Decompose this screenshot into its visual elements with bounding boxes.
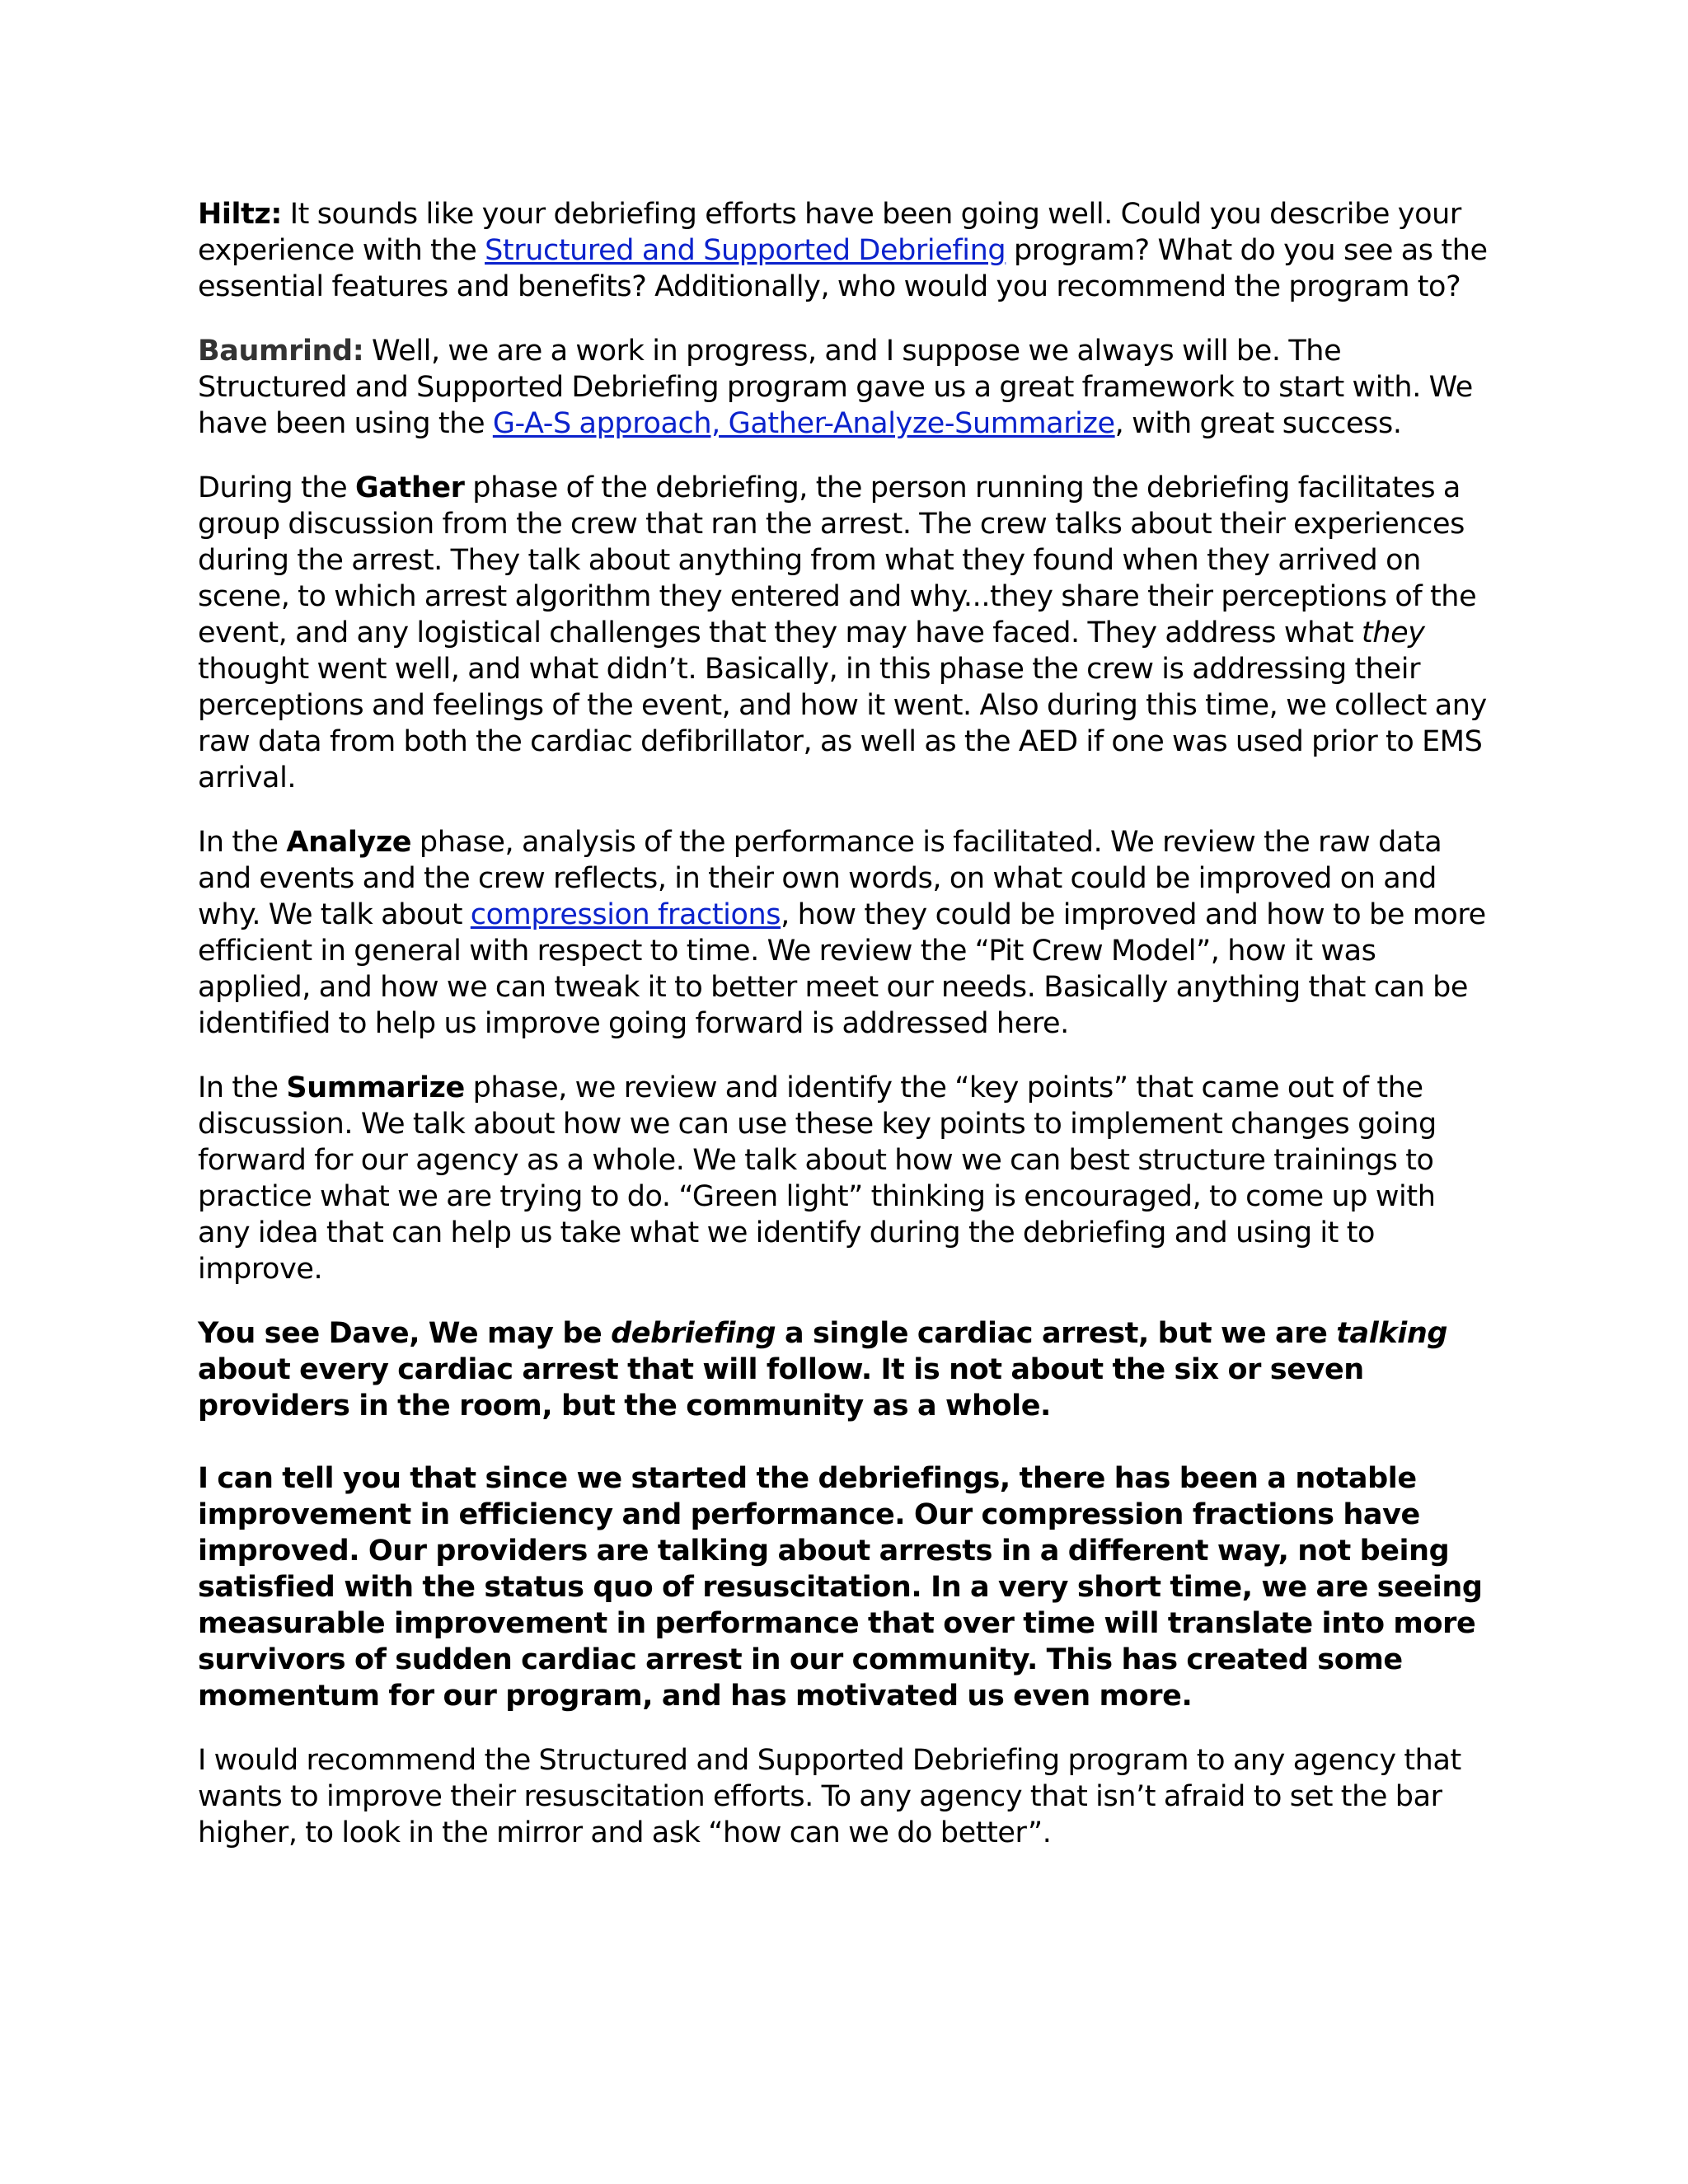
paragraph-text: In the: [198, 1071, 287, 1104]
link-gas-approach[interactable]: G-A-S approach, Gather-Analyze-Summarize: [492, 407, 1115, 440]
paragraph-improvement: [198, 1460, 1492, 1714]
paragraph-text: phase, analysis of the performance is facilitated. We review the raw data and events and the crew reflects, in their own words, on what could be improved on and why. We talk about: [198, 826, 1442, 931]
term-analyze: Analyze: [286, 826, 412, 859]
link-compression-fractions[interactable]: compression fractions: [470, 898, 781, 931]
paragraph-text: I would recommend the Structured and Supported Debriefing program to any agency that wants to improve their resuscitation efforts. To any agency that isn’t afraid to set the bar higher, to look in the mirror and ask “how can we do better”.: [198, 1744, 1461, 1849]
paragraph-hiltz-question: [198, 196, 1492, 305]
paragraph-text: During the: [198, 471, 355, 504]
paragraph-text: In the: [198, 826, 287, 859]
paragraph-text: , how they could be improved and how to be more efficient in general with respect to time. We review the “Pit Crew Model”, how it was applied, and how we can tweak it to better meet our needs. Basically anything that can be identified to help us improve going forward is addressed here.: [198, 898, 1486, 1040]
speaker-label-baumrind: Baumrind:: [198, 335, 364, 368]
emphasis-talking: talking: [1336, 1317, 1448, 1350]
paragraph-you-see-dave: [198, 1315, 1492, 1424]
paragraph-text: program? What do you see as the essential features and benefits? Additionally, who would you recommend the program to?: [198, 234, 1488, 303]
paragraph-text: a single cardiac arrest, but we are: [776, 1317, 1337, 1350]
term-gather: Gather: [354, 471, 465, 504]
paragraph-text: about every cardiac arrest that will follow. It is not about the six or seven providers in the room, but the community as a whole.: [198, 1353, 1364, 1422]
emphasis-they: they: [1361, 616, 1425, 649]
paragraph-analyze-phase: [198, 824, 1492, 1042]
document-body: [198, 196, 1492, 1879]
paragraph-summarize-phase: [198, 1070, 1492, 1287]
paragraph-text: I can tell you that since we started the debriefings, there has been a notable improvement in efficiency and performance. Our compression fractions have improved. Our providers are talking about arrests in a different way, not being satisfied with the status quo of resuscitation. In a very short time, we are seeing measurable improvement in performance that over time will translate into more survivors of sudden cardiac arrest in our community. This has created some momentum for our program, and has motivated us even more.: [198, 1462, 1483, 1713]
emphasis-debriefing: debriefing: [611, 1317, 776, 1350]
paragraph-text: thought went well, and what didn’t. Basically, in this phase the crew is addressing their perceptions and feelings of the event, and how it went. Also during this time, we collect any raw data from both the cardiac defibrillator, as well as the AED if one was used prior to EMS arrival.: [198, 653, 1487, 794]
paragraph-text: phase of the debriefing, the person running the debriefing facilitates a group discussion from the crew that ran the arrest. The crew talks about their experiences during the arrest. They talk about anything from what they found when they arrived on scene, to which arrest algorithm they entered and why...they share their perceptions of the event, and any logistical challenges that they may have faced. They address what: [198, 471, 1477, 649]
link-structured-supported-debriefing[interactable]: Structured and Supported Debriefing: [485, 234, 1006, 267]
paragraph-baumrind-answer: [198, 333, 1492, 442]
term-summarize: Summarize: [286, 1071, 465, 1104]
paragraph-text: It sounds like your debriefing efforts have been going well. Could you describe your experience with the: [198, 198, 1461, 267]
speaker-label-hiltz: Hiltz:: [198, 198, 282, 231]
paragraph-text: Well, we are a work in progress, and I suppose we always will be. The Structured and Supported Debriefing program gave us a great framework to start with. We have been using the: [198, 335, 1473, 440]
paragraph-gather-phase: [198, 470, 1492, 796]
paragraph-text: phase, we review and identify the “key points” that came out of the discussion. We talk about how we can use these key points to implement changes going forward for our agency as a whole. We talk about how we can best structure trainings to practice what we are trying to do. “Green light” thinking is encouraged, to come up with any idea that can help us take what we identify during the debriefing and using it to improve.: [198, 1071, 1437, 1286]
paragraph-text: , with great success.: [1114, 407, 1402, 440]
paragraph-recommendation: [198, 1742, 1492, 1851]
paragraph-text: You see Dave, We may be: [198, 1317, 612, 1350]
